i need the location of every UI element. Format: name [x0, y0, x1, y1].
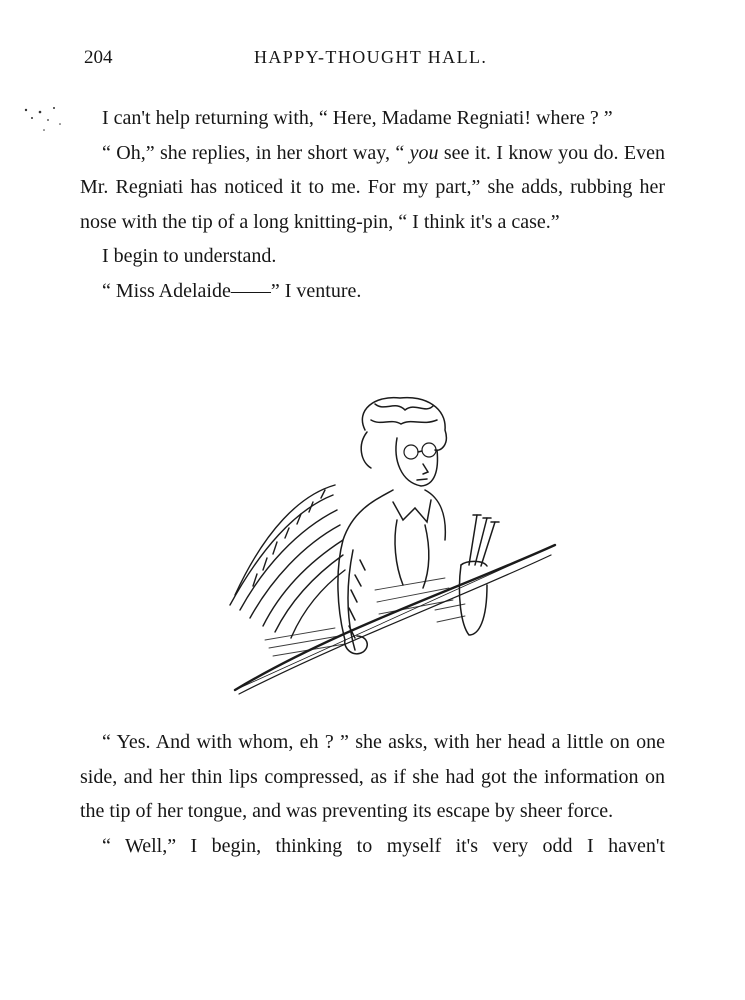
- running-title: HAPPY-THOUGHT HALL.: [254, 47, 488, 67]
- page-number: 204: [84, 47, 113, 68]
- body-text-top: [80, 101, 665, 308]
- head-drawing: [361, 398, 446, 486]
- quiver-drawing: [459, 515, 499, 635]
- body-text-bottom: [80, 725, 665, 863]
- text-run: see it. I know you do. Even Mr. Regniati has noticed it to me. For my part,” she adds, rubbing her nose with the tip of a long knitting-pin, “ I think it's a case.”: [80, 141, 665, 233]
- paragraph: “ Yes. And with whom, eh ? ” she asks, with her head a little on one side, and her thin lips compressed, as if she had got the information on the tip of her tongue, and was preventing its escape by sheer force.: [80, 731, 665, 822]
- emphasis-text: you: [409, 141, 439, 164]
- paragraph: [80, 136, 665, 240]
- text-run: “ Oh,” she replies, in her short way, “: [102, 141, 410, 164]
- hatching: [265, 578, 465, 656]
- bow-drawing: [235, 545, 555, 694]
- wing-drawing: [230, 485, 345, 638]
- page-header: [84, 47, 664, 77]
- paragraph: I begin to understand.: [102, 245, 277, 267]
- paragraph: “ Miss Adelaide——” I venture.: [102, 279, 362, 302]
- ink-speckle-mark: [18, 100, 68, 140]
- paragraph: I can't help returning with, “ Here, Madame Regniati! where ? ”: [102, 107, 613, 129]
- paragraph: “ Well,” I begin, thinking to myself it's very odd I haven't: [102, 834, 665, 857]
- cupid-illustration: [225, 390, 575, 705]
